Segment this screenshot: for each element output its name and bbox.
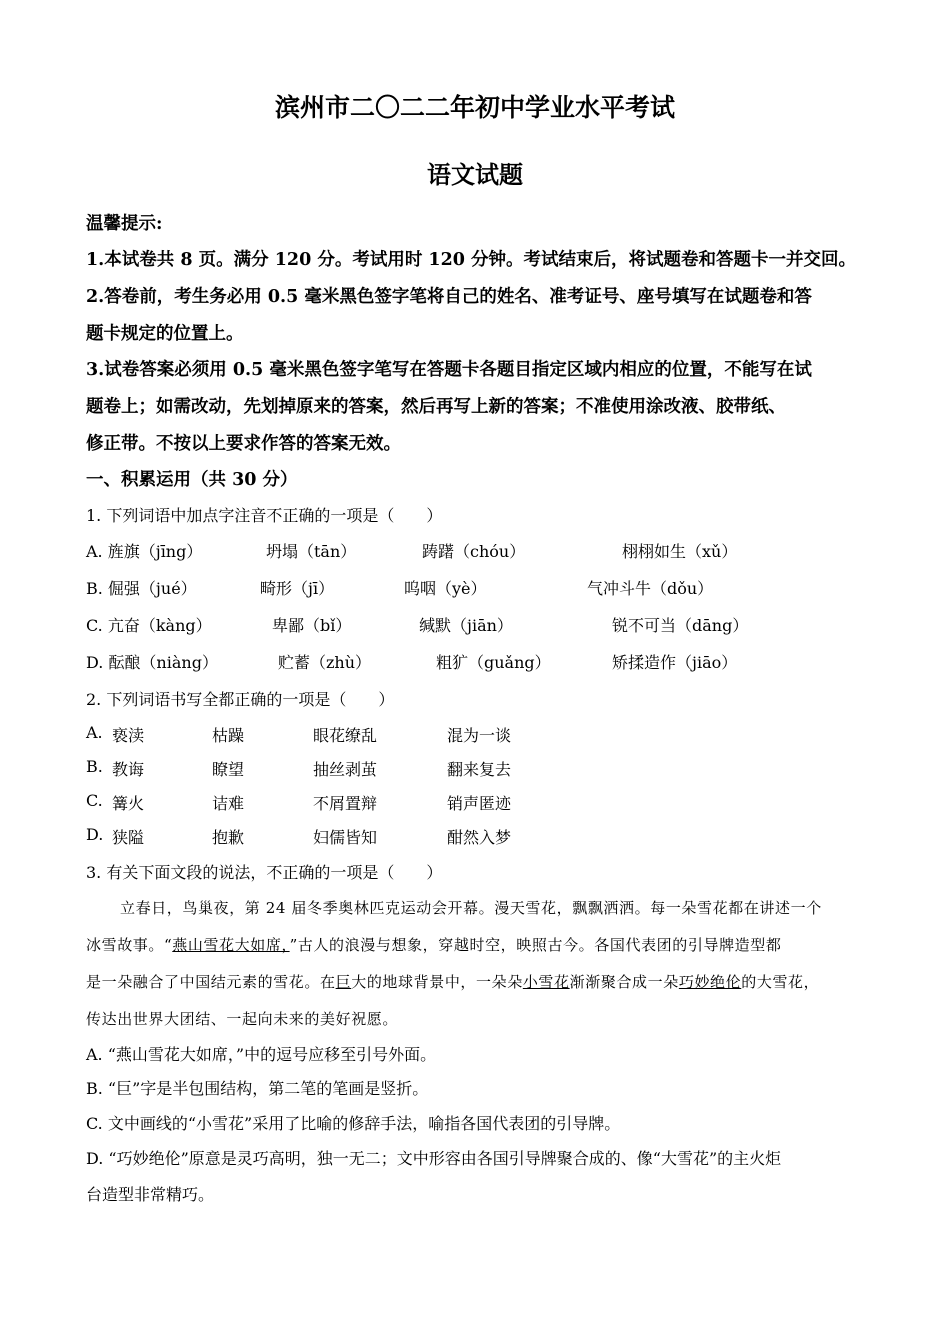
question-2-stem: 2. 下列词语书写全都正确的一项是（ ） — [86, 690, 395, 709]
underlined-phrase: 巧妙绝伦 — [678, 973, 742, 991]
notice-line: 题卡规定的位置上。 — [86, 324, 244, 344]
q1-option-word: 栩栩如生（xǔ） — [622, 542, 738, 561]
passage-text: 渐渐聚合成一朵 — [569, 973, 679, 991]
q3-option: D. “巧妙绝伦”原意是灵巧高明，独一无二；文中形容由各国引导牌聚合成的、像“大雪花”的主火炬 — [86, 1149, 782, 1168]
q3-option: C. 文中画线的“小雪花”采用了比喻的修辞手法，喻指各国代表团的引导牌。 — [86, 1114, 621, 1133]
q1-option-word: 呜咽（yè） — [404, 579, 487, 598]
q1-option-word: 卑鄙（bǐ） — [272, 616, 352, 635]
question-1-stem: 1. 下列词语中加点字注音不正确的一项是（ ） — [86, 506, 443, 525]
q1-option: A. 旌旗（jīng） — [86, 542, 203, 561]
q2-option-letter: C. — [86, 791, 103, 810]
passage-text: 的大雪花， — [741, 973, 820, 991]
underlined-char: 巨 — [335, 973, 352, 991]
q1-option-word: 踌躇（chóu） — [422, 542, 526, 561]
q2-option-word: 诘难 — [212, 794, 245, 813]
passage-line: 立春日，鸟巢夜，第 24 届冬季奥林匹克运动会开幕。漫天雪花，飘飘洒洒。每一朵雪花都在讲述一个 — [120, 899, 822, 917]
section-title: 一、积累运用（共 30 分） — [86, 470, 298, 490]
q3-option: 台造型非常精巧。 — [86, 1185, 215, 1204]
q2-option-word: 篝火 — [112, 794, 145, 813]
q2-option-word: 亵渎 — [112, 726, 145, 745]
notice-line: 3.试卷答案必须用 0.5 毫米黑色签字笔写在答题卡各题目指定区域内相应的位置，不能写在试 — [86, 360, 812, 380]
q2-option-word: 酣然入梦 — [447, 828, 512, 847]
notice-line: 2.答卷前，考生务必用 0.5 毫米黑色签字笔将自己的姓名、准考证号、座号填写在试题卷和答 — [86, 287, 812, 307]
q1-option-word: 畸形（jī） — [260, 579, 335, 598]
q1-option: D. 酝酿（niàng） — [86, 653, 218, 672]
passage-text: ”古人的浪漫与想象，穿越时空，映照古今。各国代表团的引导牌造型都 — [289, 936, 782, 954]
q2-option-word: 不屑置辩 — [313, 794, 378, 813]
q2-option-word: 抽丝剥茧 — [313, 760, 378, 779]
q2-option-word: 销声匿迹 — [447, 794, 512, 813]
q1-option-word: 气冲斗牛（dǒu） — [587, 579, 714, 598]
q2-option-letter: A. — [86, 723, 103, 742]
passage-text: 冰雪故事。“ — [86, 936, 173, 954]
exam-subtitle: 语文试题 — [427, 160, 523, 189]
q1-option-word: 贮蓄（zhù） — [278, 653, 372, 672]
q3-option: A. “燕山雪花大如席，”中的逗号应移至引号外面。 — [86, 1045, 437, 1064]
notice-line: 修正带。不按以上要求作答的答案无效。 — [86, 434, 401, 454]
q1-option: C. 亢奋（kàng） — [86, 616, 212, 635]
q2-option-letter: D. — [86, 825, 104, 844]
passage-line: 传达出世界大团结、一起向未来的美好祝愿。 — [86, 1010, 399, 1028]
q1-option-word: 坍塌（tān） — [266, 542, 357, 561]
q2-option-word: 混为一谈 — [447, 726, 512, 745]
q2-option-word: 眼花缭乱 — [313, 726, 378, 745]
exam-title: 滨州市二〇二二年初中学业水平考试 — [274, 93, 675, 122]
passage-line — [86, 971, 819, 992]
q2-option-word: 狭隘 — [112, 828, 145, 847]
q2-option-word: 妇儒皆知 — [313, 828, 378, 847]
passage-line — [86, 934, 781, 955]
q1-option: B. 倔强（jué） — [86, 579, 197, 598]
passage-text: 大的地球背景中，一朵朵 — [351, 973, 523, 991]
underlined-quote: 燕山雪花大如席， — [172, 936, 290, 954]
q1-option-word: 矫揉造作（jiāo） — [612, 653, 738, 672]
q2-option-word: 抱歉 — [212, 828, 245, 847]
q3-option: B. “巨”字是半包围结构，第二笔的笔画是竖折。 — [86, 1079, 429, 1098]
question-3-stem: 3. 有关下面文段的说法，不正确的一项是（ ） — [86, 863, 443, 882]
notice-heading: 温馨提示: — [86, 214, 163, 234]
q1-option-word: 粗犷（guǎng） — [436, 653, 551, 672]
notice-line: 题卷上；如需改动，先划掉原来的答案，然后再写上新的答案；不准使用涂改液、胶带纸、 — [86, 397, 786, 417]
q2-option-word: 教诲 — [112, 760, 145, 779]
underlined-phrase: 小雪花 — [522, 973, 570, 991]
notice-line: 1.本试卷共 8 页。满分 120 分。考试用时 120 分钟。考试结束后，将试题卷和答题卡一并交回。 — [86, 250, 857, 270]
q2-option-word: 枯躁 — [212, 726, 245, 745]
q1-option-word: 缄默（jiān） — [419, 616, 513, 635]
q2-option-word: 瞭望 — [212, 760, 245, 779]
passage-text: 是一朵融合了中国结元素的雪花。在 — [86, 973, 336, 991]
q1-option-word: 锐不可当（dāng） — [612, 616, 749, 635]
q2-option-letter: B. — [86, 757, 103, 776]
q2-option-word: 翻来复去 — [447, 760, 512, 779]
